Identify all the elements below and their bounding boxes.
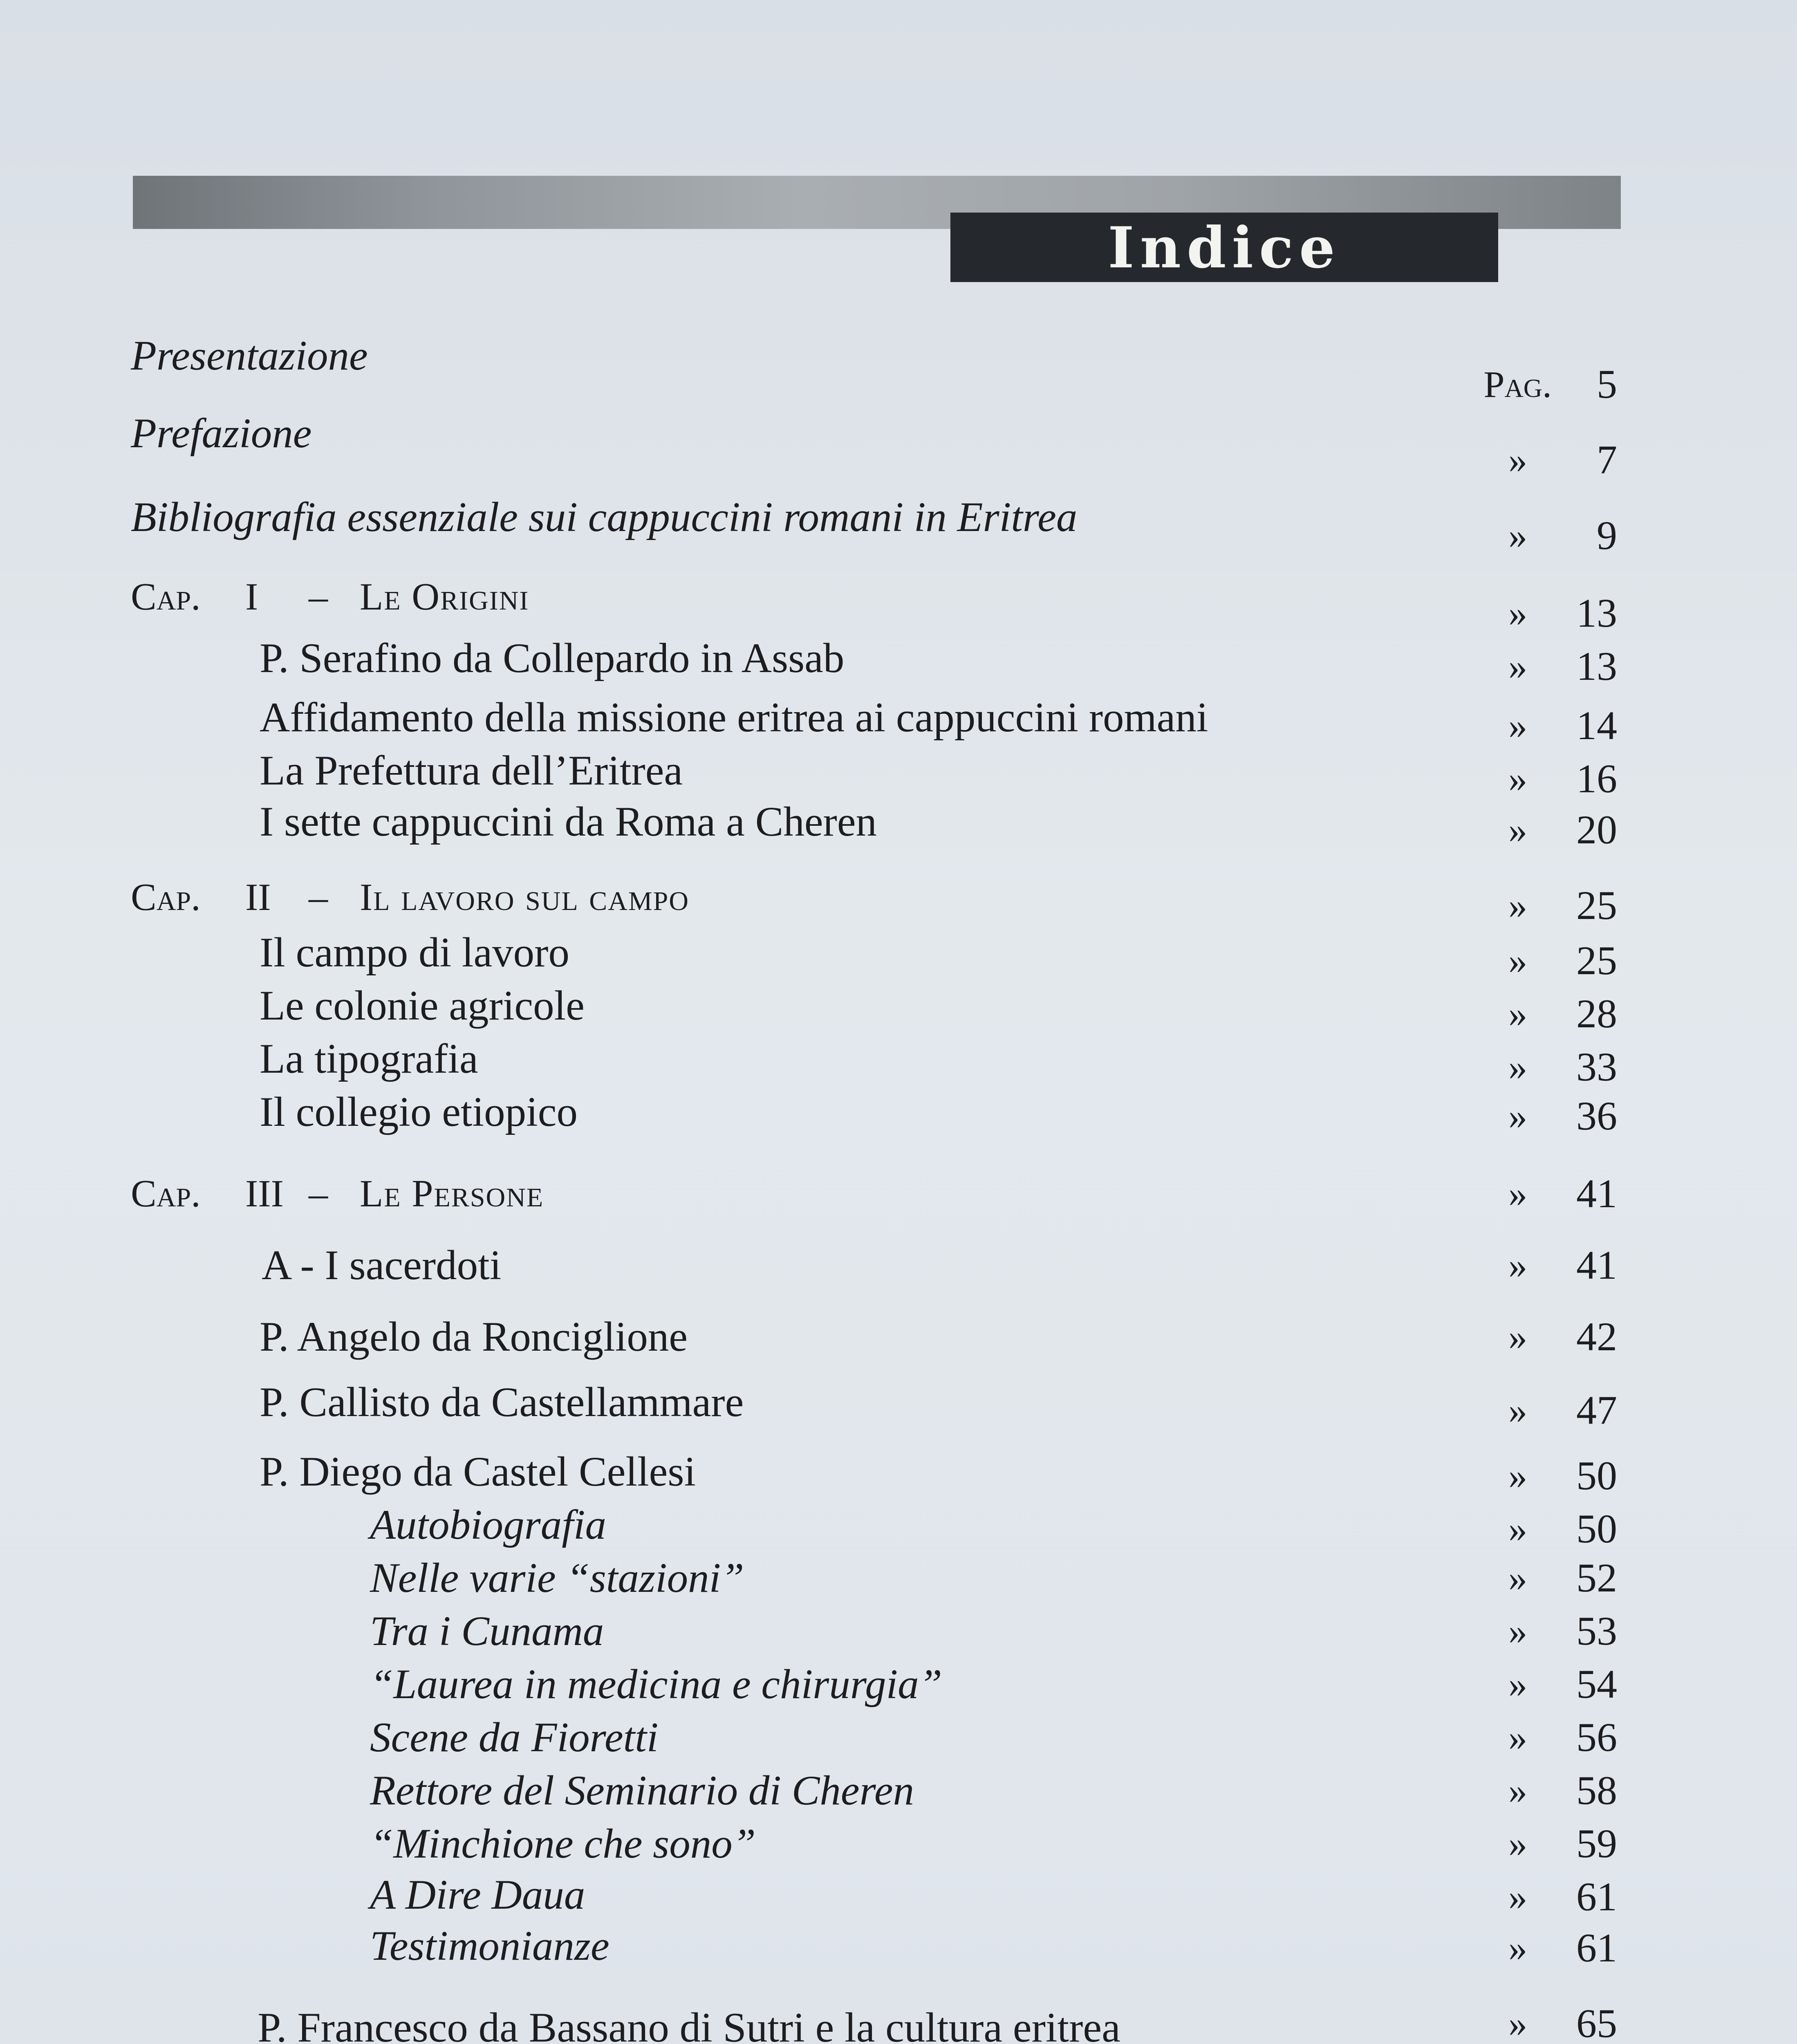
toc-row bbox=[0, 1551, 1797, 1605]
toc-page-number: 25 bbox=[1576, 938, 1617, 983]
toc-page-number: 56 bbox=[1576, 1715, 1617, 1760]
toc-row bbox=[0, 1658, 1797, 1711]
chapter-dash: – bbox=[309, 576, 328, 618]
toc-page-number: 61 bbox=[1576, 1874, 1617, 1919]
guillemet: » bbox=[1508, 1557, 1527, 1599]
toc-row bbox=[0, 1445, 1797, 1498]
guillemet: » bbox=[1508, 1455, 1527, 1497]
toc-row bbox=[0, 632, 1797, 689]
guillemet: » bbox=[1508, 1095, 1527, 1137]
guillemet: » bbox=[1508, 592, 1527, 634]
toc-subentry-text: “Minchione che sono” bbox=[370, 1820, 756, 1867]
toc-page-number: 13 bbox=[1576, 590, 1617, 636]
guillemet: » bbox=[1508, 1823, 1527, 1865]
guillemet: » bbox=[1508, 1663, 1527, 1705]
guillemet: » bbox=[1508, 1390, 1527, 1431]
toc-row bbox=[0, 795, 1797, 852]
section-heading: A - I sacerdoti bbox=[262, 1242, 502, 1289]
guillemet: » bbox=[1508, 439, 1527, 481]
guillemet: » bbox=[1508, 705, 1527, 746]
chapter-title: Le Persone bbox=[360, 1172, 544, 1215]
toc-page-number: 50 bbox=[1576, 1453, 1617, 1498]
toc-page-number: 13 bbox=[1576, 643, 1617, 689]
guillemet: » bbox=[1508, 885, 1527, 926]
chapter-number: III bbox=[245, 1172, 284, 1215]
guillemet: » bbox=[1508, 1508, 1527, 1550]
toc-row bbox=[0, 1239, 1797, 1292]
chapter-heading bbox=[0, 871, 1797, 928]
toc-page-number: 9 bbox=[1597, 513, 1617, 558]
toc-subentry-text: Scene da Fioretti bbox=[370, 1714, 659, 1761]
toc-page-number: 7 bbox=[1597, 437, 1617, 482]
chapter-title: Le Origini bbox=[360, 576, 529, 618]
toc-page-row bbox=[0, 358, 1797, 411]
toc-entry-text: Bibliografia essenziale sui cappuccini romani in Eritrea bbox=[131, 494, 1078, 540]
toc-entry-text: P. Diego da Castel Cellesi bbox=[260, 1448, 696, 1495]
page-title: Indice bbox=[1108, 214, 1341, 281]
toc-page-number: 58 bbox=[1576, 1768, 1617, 1813]
guillemet: » bbox=[1508, 940, 1527, 982]
toc-row bbox=[0, 1085, 1797, 1139]
toc-page-number: 52 bbox=[1576, 1555, 1617, 1600]
toc-entry-text: Prefazione bbox=[131, 410, 312, 457]
guillemet: » bbox=[1508, 645, 1527, 687]
toc-row bbox=[0, 1711, 1797, 1764]
chapter-title: Il lavoro sul campo bbox=[360, 876, 690, 919]
chapter-heading bbox=[0, 570, 1797, 636]
guillemet: » bbox=[1508, 1770, 1527, 1811]
guillemet: » bbox=[1508, 1876, 1527, 1918]
toc-entry-text: La tipografia bbox=[260, 1035, 478, 1082]
toc-subentry-text: Tra i Cunama bbox=[370, 1608, 604, 1654]
toc-row bbox=[0, 1498, 1797, 1551]
toc-row bbox=[0, 691, 1797, 748]
toc-page-number: 41 bbox=[1576, 1171, 1617, 1216]
toc-page-number: 47 bbox=[1576, 1387, 1617, 1433]
guillemet: » bbox=[1508, 1173, 1527, 1215]
header-box bbox=[950, 213, 1498, 282]
toc-row bbox=[0, 1919, 1797, 1972]
toc-page-number: 59 bbox=[1576, 1821, 1617, 1866]
toc-row bbox=[0, 2001, 1797, 2044]
guillemet: » bbox=[1508, 2003, 1527, 2044]
toc-subentry-text: Testimonianze bbox=[370, 1923, 609, 1969]
toc-row bbox=[0, 1376, 1797, 1433]
guillemet: » bbox=[1508, 1717, 1527, 1758]
toc-entry-text: I sette cappuccini da Roma a Cheren bbox=[260, 798, 877, 845]
toc-page-number: 16 bbox=[1576, 756, 1617, 801]
toc-subentry-text: “Laurea in medicina e chirurgia” bbox=[370, 1661, 943, 1708]
toc-row bbox=[0, 1817, 1797, 1870]
pag-label: Pag. bbox=[1483, 363, 1552, 405]
toc-page-number: 42 bbox=[1576, 1314, 1617, 1359]
toc-page-number: 61 bbox=[1576, 1925, 1617, 1970]
toc-page-number: 25 bbox=[1576, 883, 1617, 928]
toc-subentry-text: Rettore del Seminario di Cheren bbox=[370, 1767, 914, 1814]
toc-subentry-text: Nelle varie “stazioni” bbox=[370, 1555, 744, 1601]
guillemet: » bbox=[1508, 993, 1527, 1035]
toc-row bbox=[0, 979, 1797, 1036]
toc-entry-text: P. Serafino da Collepardo in Assab bbox=[260, 635, 845, 681]
toc-page-number: 50 bbox=[1576, 1506, 1617, 1551]
toc-page-number: 53 bbox=[1576, 1608, 1617, 1654]
guillemet: » bbox=[1508, 809, 1527, 851]
toc-entry-text: Le colonie agricole bbox=[260, 982, 585, 1029]
toc-page-number: 33 bbox=[1576, 1044, 1617, 1089]
chapter-label: Cap. bbox=[131, 576, 201, 618]
toc-entry-text: Affidamento della missione eritrea ai cappuccini romani bbox=[260, 694, 1208, 741]
toc-page-number: 54 bbox=[1576, 1661, 1617, 1707]
chapter-number: I bbox=[245, 576, 258, 618]
guillemet: » bbox=[1508, 1316, 1527, 1358]
toc-entry-text: Presentazione bbox=[131, 332, 368, 379]
toc-entry-text: P. Francesco da Bassano di Sutri e la cultura eritrea bbox=[258, 2004, 1120, 2044]
toc-entry-text: Il collegio etiopico bbox=[260, 1089, 578, 1135]
chapter-dash: – bbox=[309, 876, 328, 919]
toc-row bbox=[0, 926, 1797, 983]
toc-page-number: 5 bbox=[1597, 361, 1617, 407]
toc-page-number: 20 bbox=[1576, 807, 1617, 852]
guillemet: » bbox=[1508, 1046, 1527, 1088]
toc-entry-text: Il campo di lavoro bbox=[260, 929, 569, 976]
guillemet: » bbox=[1508, 758, 1527, 800]
guillemet: » bbox=[1508, 1244, 1527, 1286]
toc-page-number: 14 bbox=[1576, 703, 1617, 748]
toc-row bbox=[0, 1605, 1797, 1658]
toc-subentry-text: A Dire Daua bbox=[370, 1871, 585, 1918]
chapter-dash: – bbox=[309, 1172, 328, 1215]
toc-row bbox=[0, 1868, 1797, 1921]
toc-page-number: 65 bbox=[1576, 2001, 1617, 2044]
chapter-number: II bbox=[245, 876, 271, 919]
guillemet: » bbox=[1508, 1927, 1527, 1969]
toc-subentry-text: Autobiografia bbox=[370, 1502, 606, 1548]
toc-row bbox=[0, 1764, 1797, 1817]
toc-entry-text: P. Angelo da Ronciglione bbox=[260, 1313, 688, 1360]
chapter-label: Cap. bbox=[131, 876, 201, 919]
guillemet: » bbox=[1508, 1610, 1527, 1652]
toc-row bbox=[0, 1310, 1797, 1363]
toc-page-row bbox=[0, 509, 1797, 562]
toc-row bbox=[0, 1032, 1797, 1089]
chapter-label: Cap. bbox=[131, 1172, 201, 1215]
toc-row-spacer bbox=[0, 458, 1797, 511]
toc-page-number: 41 bbox=[1576, 1242, 1617, 1288]
chapter-heading bbox=[0, 1167, 1797, 1220]
toc-page-number: 36 bbox=[1576, 1093, 1617, 1139]
toc-entry-text: La Prefettura dell’Eritrea bbox=[260, 747, 683, 794]
toc-entry-text: P. Callisto da Castellammare bbox=[260, 1379, 744, 1425]
toc-page-number: 28 bbox=[1576, 991, 1617, 1036]
guillemet: » bbox=[1508, 515, 1527, 556]
toc-row bbox=[0, 744, 1797, 801]
